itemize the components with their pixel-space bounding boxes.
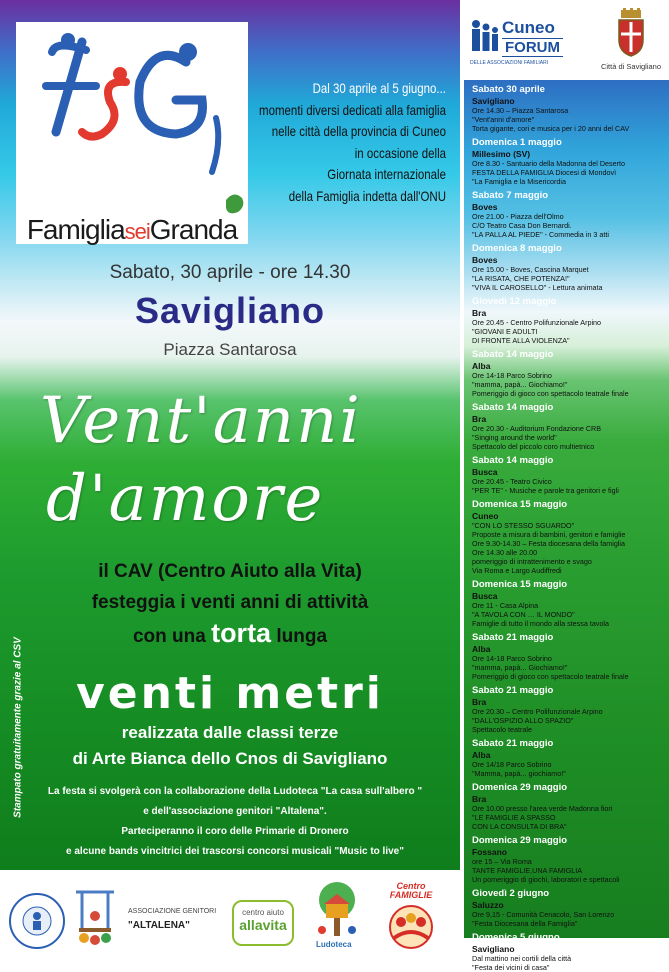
event-item [464, 349, 669, 398]
event-item [464, 499, 669, 575]
event-item-date: Sabato 21 maggio [472, 685, 554, 696]
intro-line: Dal 30 aprile al 5 giugno... [312, 80, 446, 96]
ludoteca-label: Ludoteca [316, 940, 352, 949]
event-item-detail: Spettacolo teatrale [472, 725, 532, 734]
ludoteca-tree-icon [312, 878, 362, 940]
event-item-city: Bra [472, 794, 487, 804]
cav-line [0, 618, 460, 652]
event-item-detail: Ore 15.00 - Boves, Cascina Marquet [472, 265, 589, 274]
event-item-detail: Ore 14-18 Parco Sobrino [472, 654, 552, 663]
altalena-name: "ALTALENA" [128, 920, 190, 931]
event-item-detail: "mamma, papà... Giochiamo!" [472, 380, 568, 389]
event-item-date: Giovedì 2 giugno [472, 888, 550, 899]
event-item-detail: Famiglie di tutto il mondo alla stessa tavola [472, 619, 610, 628]
event-item-detail: "Singing around the world" [472, 433, 557, 442]
intro-line: Giornata internazionale [327, 166, 446, 182]
event-item-city: Alba [472, 644, 491, 654]
event-item-date: Sabato 14 maggio [472, 455, 554, 466]
event-item-city: Boves [472, 255, 498, 265]
event-item-date: Sabato 7 maggio [472, 190, 549, 201]
event-item-detail: Ore 8.30 - Santuario della Madonna del Deserto [472, 159, 626, 168]
cav-logo-text-a: centro aiuto [242, 908, 284, 917]
collaboration-text [20, 782, 450, 862]
event-item-city: Fossano [472, 847, 507, 857]
event-item [464, 579, 669, 628]
event-item-date: Domenica 8 maggio [472, 243, 562, 254]
collab-line: e alcune bands vincitrici dei trascorsi concorsi musicali "Music to live" [66, 846, 404, 857]
cf-text-1: Centro [396, 881, 426, 891]
event-item-city: Busca [472, 467, 498, 477]
event-item-detail: ore 15 – Via Roma [472, 857, 532, 866]
event-item-detail: Pomeriggio di gioco con spettacolo teatrale finale [472, 389, 629, 398]
printing-credit: Stampato gratuitamente grazie al CSV [12, 637, 24, 818]
intro-line: della Famiglia indetta dall'ONU [288, 187, 446, 204]
event-item-city: Alba [472, 750, 491, 760]
forum-people-icon [470, 18, 500, 54]
event-item [464, 455, 669, 495]
classi-line: di Arte Bianca dello Cnos di Savigliano [72, 749, 388, 768]
event-city: Savigliano [134, 290, 326, 331]
event-item-detail: Spettacolo del piccolo coro multietnico [472, 442, 595, 451]
logo-wordmark [20, 214, 244, 246]
fsg-logo-graphic [16, 22, 248, 212]
event-item-detail: Ore 21.00 - Piazza dell'Olmo [472, 212, 564, 221]
collab-line: e dell'associazione genitori "Altalena". [143, 806, 327, 817]
event-item-city: Bra [472, 308, 487, 318]
classi-text [0, 720, 460, 772]
event-item-detail: "CON LO STESSO SGUARDO" [472, 521, 575, 530]
event-item-detail: Ore 14.30 alle 20.00 [472, 548, 538, 557]
event-item-detail: Dal mattino nei cortili della città [472, 954, 572, 963]
city-crest-icon [616, 8, 646, 58]
collab-line: Parteciperanno il coro delle Primarie di Dronero [121, 826, 349, 837]
event-item [464, 402, 669, 451]
event-item-date: Sabato 21 maggio [472, 738, 554, 749]
event-item-detail: Ore 9.30-14.30 – Festa diocesana della famiglia [472, 539, 626, 548]
event-item-date: Sabato 14 maggio [472, 402, 554, 413]
event-item-detail: DI FRONTE ALLA VIOLENZA" [472, 336, 570, 345]
event-item-detail: C/O Teatro Casa Don Bernardi. [472, 221, 572, 230]
event-item-detail: Torta gigante, cori e musica per i 20 anni del CAV [472, 124, 630, 133]
title-line-2: d'amore [46, 462, 325, 536]
event-item [464, 888, 669, 928]
event-item-detail: "DALL'OSPIZIO ALLO SPAZIO" [472, 716, 574, 725]
city-name-text: Città di Savigliano [600, 62, 662, 71]
centro-famiglie-icon [386, 904, 436, 950]
event-item-date: Sabato 14 maggio [472, 349, 554, 360]
famiglia-sei-granda-logo [16, 22, 248, 244]
event-item-detail: Ore 20.30 - Auditorium Fondazione CRB [472, 424, 602, 433]
cf-text-2: FAMIGLIE [389, 890, 433, 900]
event-item [464, 84, 669, 133]
centro-famiglie-label [382, 882, 440, 900]
event-item-detail: Ore 14.30 – Piazza Santarosa [472, 106, 569, 115]
event-place: Piazza Santarosa [163, 340, 297, 359]
event-item-detail: Proposte a misura di bambini, genitori e famiglie [472, 530, 626, 539]
event-item-detail: Pomeriggio di gioco con spettacolo teatrale finale [472, 672, 629, 681]
event-item-date: Domenica 1 maggio [472, 137, 562, 148]
citta-savigliano-logo [598, 8, 664, 70]
event-item-city: Alba [472, 361, 491, 371]
event-item-city: Bra [472, 414, 487, 424]
venti-metri-headline: venti metri [76, 668, 384, 719]
event-item-detail: "VIVA IL CAROSELLO" - Lettura animata [472, 283, 603, 292]
logo-word-famiglia: Famiglia [26, 214, 125, 245]
centro-aiuto-vita-logo [232, 900, 294, 946]
altalena-label: ASSOCIAZIONE GENITORI [128, 908, 217, 915]
cav-description [0, 556, 460, 652]
events-calendar [464, 80, 669, 972]
logo-word-sei: sei [124, 219, 150, 244]
event-item-detail: Ore 10.00 presso l'area verde Madonna fiori [472, 804, 613, 813]
sponsor-logos [0, 870, 460, 956]
cav-logo-text-b: allavita [239, 917, 287, 933]
collab-line: La festa si svolgerà con la collaborazione della Ludoteca "La casa sull'albero " [47, 786, 423, 797]
cav-line: il CAV (Centro Aiuto alla Vita) [98, 561, 362, 582]
intro-line: momenti diversi dedicati alla famiglia [259, 101, 446, 118]
event-item-detail: Ore 14/18 Parco Sobrino [472, 760, 552, 769]
event-item-date: Domenica 29 maggio [472, 835, 568, 846]
event-item-city: Cuneo [472, 511, 499, 521]
event-item-detail: "LA PALLA AL PIEDE" - Commedia in 3 atti [472, 230, 609, 239]
event-item-city: Bra [472, 697, 487, 707]
event-item-detail: Ore 20.30 – Centro Polifunzionale Arpino [472, 707, 603, 716]
cav-text: lunga [271, 626, 328, 647]
event-item-city: Boves [472, 202, 498, 212]
event-date-time: Sabato, 30 aprile - ore 14.30 [109, 262, 351, 283]
intro-line: nelle città della provincia di Cuneo [271, 123, 446, 139]
forum-forum-text: FORUM [502, 38, 563, 57]
event-item-detail: "Vent'anni d'amore" [472, 115, 535, 124]
event-item-date: Domenica 5 giugno [472, 932, 560, 943]
forum-sub-text: DELLE ASSOCIAZIONI FAMILIARI [470, 60, 549, 66]
event-item [464, 685, 669, 734]
event-item-detail: Ore 20.45 - Centro Polifunzionale Arpino [472, 318, 602, 327]
intro-text [249, 78, 446, 207]
event-item-detail: "Festa dei vicini di casa" [472, 963, 550, 972]
event-item-detail: TANTE FAMIGLIE,UNA FAMIGLIA [472, 866, 583, 875]
event-item-detail: "La Famiglia e la Misericordia [472, 177, 567, 186]
event-item-city: Millesimo (SV) [472, 149, 531, 159]
event-item-detail: "LA RISATA, CHE POTENZA!" [472, 274, 570, 283]
forum-cuneo-text: Cuneo [502, 18, 555, 37]
forum-associazioni-logo [468, 12, 586, 74]
event-item [464, 137, 669, 186]
event-item [464, 190, 669, 239]
event-item-detail: Via Roma e Largo Audiffredi [472, 566, 562, 575]
altalena-swing-icon [66, 888, 124, 950]
event-item-detail: CON LA CONSULTA DI BRA" [472, 822, 567, 831]
event-item-city: Busca [472, 591, 498, 601]
event-item [464, 243, 669, 292]
event-item [464, 296, 669, 345]
event-item-detail: "A TAVOLA CON … IL MONDO" [472, 610, 575, 619]
event-item-date: Domenica 15 maggio [472, 579, 568, 590]
event-item-city: Saluzzo [472, 900, 504, 910]
event-item [464, 782, 669, 831]
cav-text: con una [132, 626, 212, 647]
event-item [464, 738, 669, 778]
csv-logo [8, 892, 66, 950]
torta-highlight: torta [211, 618, 272, 648]
classi-line: realizzata dalle classi terze [121, 723, 339, 742]
event-item [464, 632, 669, 681]
intro-line: in occasione della [354, 144, 446, 161]
event-item [464, 835, 669, 884]
event-item-city: Savigliano [472, 944, 515, 954]
event-item-detail: "mamma, papà... Giochiamo!" [472, 663, 568, 672]
event-item-detail: "LE FAMIGLIE A SPASSO [472, 813, 556, 822]
event-title [40, 382, 460, 538]
event-item-detail: Ore 20.45 - Teatro Civico [472, 477, 552, 486]
event-item-detail: Ore 14-18 Parco Sobrino [472, 371, 552, 380]
event-item [464, 932, 669, 972]
event-item-detail: "Festa Diocesana della Famiglia" [472, 919, 578, 928]
event-item-detail: Ore 11 - Casa Alpina [472, 601, 539, 610]
title-line-1: Vent'anni [40, 384, 362, 458]
cav-line: festeggia i venti anni di attività [91, 592, 369, 613]
event-item-detail: "GIOVANI E ADULTI [472, 327, 538, 336]
event-item-date: Giovedì 12 maggio [472, 296, 557, 307]
event-item-date: Domenica 15 maggio [472, 499, 568, 510]
event-item-detail: "Mamma, papà... giochiamo!" [472, 769, 566, 778]
event-item-detail: Ore 9,15 - Comunità Cenacolo, San Lorenzo [472, 910, 615, 919]
event-item-city: Savigliano [472, 96, 515, 106]
event-item-detail: Un pomeriggio di giochi, laboratori e spettacoli [472, 875, 620, 884]
event-item-detail: "PER TE" - Musiche e parole tra genitori e figli [472, 486, 619, 495]
logo-word-granda: Granda [149, 214, 238, 245]
event-item-detail: pomeriggio di intrattenimento e svago [472, 557, 592, 566]
event-item-detail: FESTA DELLA FAMIGLIA Diocesi di Mondovì [472, 168, 617, 177]
event-item-date: Sabato 21 maggio [472, 632, 554, 643]
event-item-date: Domenica 29 maggio [472, 782, 568, 793]
event-item-date: Sabato 30 aprile [472, 84, 545, 95]
